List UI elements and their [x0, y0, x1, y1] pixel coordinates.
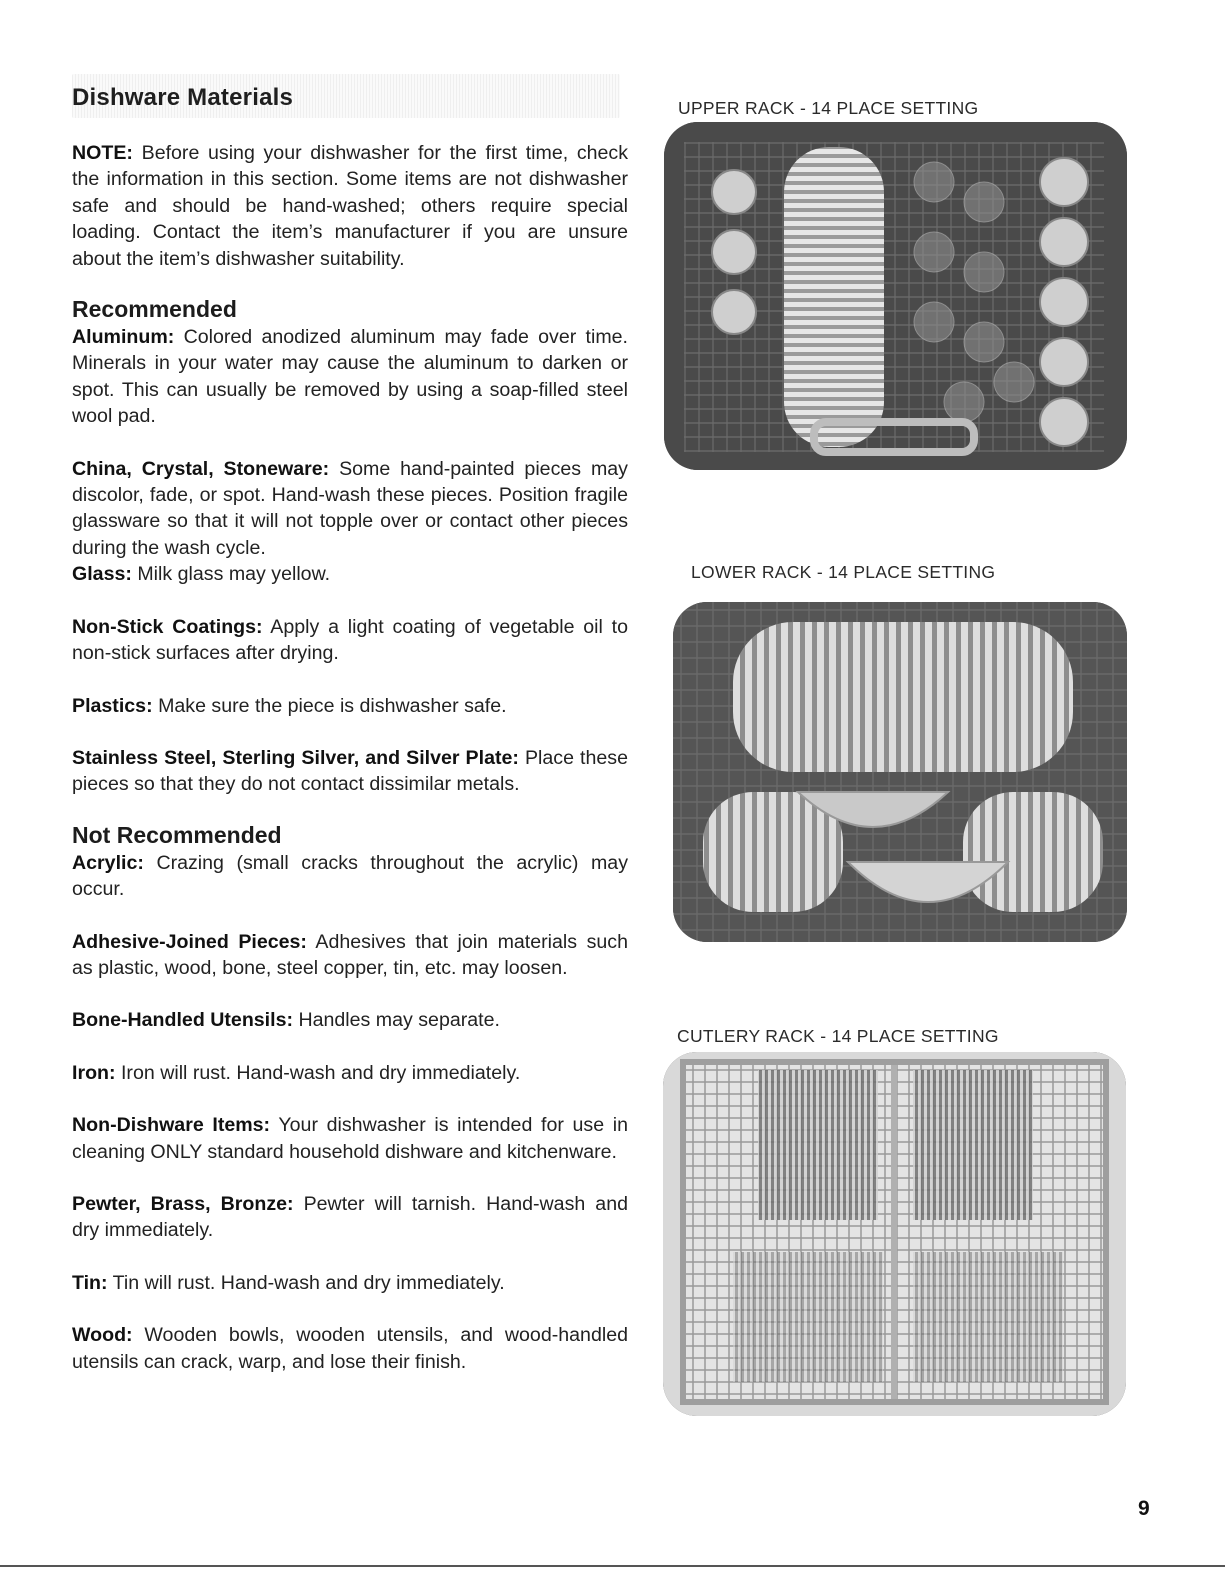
- material-text: Make sure the piece is dishwasher safe.: [158, 694, 507, 717]
- upper-rack-photo: [664, 122, 1127, 470]
- material-adhesive: [72, 929, 628, 982]
- material-term: Tin:: [72, 1271, 108, 1294]
- not-recommended-heading: Not Recommended: [72, 821, 282, 848]
- bottom-rule: [0, 1565, 1225, 1567]
- material-non-stick: [72, 614, 628, 667]
- material-plastics: [72, 693, 628, 719]
- material-term: Glass:: [72, 563, 132, 586]
- material-text: Tin will rust. Hand-wash and dry immediately.: [112, 1271, 505, 1294]
- material-text: Handles may separate.: [298, 1009, 500, 1032]
- recommended-heading: Recommended: [72, 296, 237, 323]
- upper-rack-caption: UPPER RACK - 14 PLACE SETTING: [678, 98, 979, 118]
- cutlery-rack-illustration: [663, 1052, 1126, 1416]
- material-iron: [72, 1060, 628, 1086]
- material-text: Some hand-painted pieces may discolor, fade, or spot. Hand-wash these pieces. Position fragile glassware so that it will not topple over or contact other pieces during the wash cycle.: [72, 457, 628, 559]
- lower-rack-illustration: [673, 602, 1127, 942]
- text-column: [72, 140, 628, 1375]
- material-text: Apply a light coating of vegetable oil to non-stick surfaces after drying.: [72, 615, 629, 665]
- material-term: Aluminum:: [72, 326, 175, 349]
- material-text: Milk glass may yellow.: [137, 563, 331, 586]
- material-text: Iron will rust. Hand-wash and dry immediately.: [120, 1061, 521, 1084]
- material-term: Plastics:: [72, 694, 153, 717]
- material-text: Adhesives that join materials such as plastic, wood, bone, steel copper, tin, etc. may loosen.: [72, 930, 628, 979]
- material-china: [72, 456, 628, 562]
- material-wood: [72, 1322, 628, 1375]
- material-stainless: [72, 745, 628, 798]
- page-number: 9: [1138, 1497, 1150, 1520]
- material-aluminum: [72, 324, 628, 430]
- material-text: Pewter will tarnish. Hand-wash and dry immediately.: [72, 1192, 628, 1242]
- page-title: Dishware Materials: [72, 84, 294, 111]
- material-glass: [72, 561, 628, 587]
- note-label: NOTE:: [72, 142, 133, 164]
- material-term: Bone-Handled Utensils:: [72, 1009, 293, 1032]
- material-term: Stainless Steel, Sterling Silver, and Silver Plate:: [72, 746, 519, 769]
- material-text: Colored anodized aluminum may fade over time. Minerals in your water may cause the aluminum to darken or spot. This can usually be removed by using a soap-filled steel wool pad.: [72, 326, 628, 428]
- lower-rack-caption: LOWER RACK - 14 PLACE SETTING: [691, 562, 996, 582]
- upper-rack-illustration: [664, 122, 1127, 470]
- material-term: Wood:: [72, 1324, 133, 1347]
- material-acrylic: [72, 850, 628, 903]
- material-tin: [72, 1270, 628, 1296]
- material-text: Your dishwasher is intended for use in cleaning ONLY standard household dishware and kitchenware.: [72, 1114, 628, 1163]
- cutlery-rack-photo: [663, 1052, 1126, 1416]
- material-term: China, Crystal, Stoneware:: [72, 457, 330, 480]
- material-non-dishware: [72, 1112, 628, 1165]
- lower-rack-photo: [673, 602, 1127, 942]
- material-term: Non-Dishware Items:: [72, 1114, 271, 1137]
- material-text: Crazing (small cracks throughout the acrylic) may occur.: [72, 851, 628, 901]
- material-text: Place these pieces so that they do not contact dissimilar metals.: [72, 746, 628, 796]
- cutlery-rack-caption: CUTLERY RACK - 14 PLACE SETTING: [677, 1026, 999, 1046]
- material-term: Acrylic:: [72, 851, 144, 874]
- material-bone-handled: [72, 1007, 628, 1033]
- material-pewter: [72, 1191, 628, 1244]
- material-term: Iron:: [72, 1061, 116, 1084]
- material-term: Pewter, Brass, Bronze:: [72, 1192, 294, 1215]
- note-text: Before using your dishwasher for the first time, check the information in this section. Some items are not dishwasher safe and should be hand-washed; others require special loading. Contact the item’s manufacturer if you are unsure about the item’s dishwasher suitability.: [72, 142, 629, 270]
- material-term: Non-Stick Coatings:: [72, 615, 263, 638]
- material-text: Wooden bowls, wooden utensils, and wood-handled utensils can crack, warp, and lose their finish.: [72, 1324, 628, 1373]
- material-term: Adhesive-Joined Pieces:: [72, 930, 307, 953]
- note-paragraph: [72, 140, 628, 272]
